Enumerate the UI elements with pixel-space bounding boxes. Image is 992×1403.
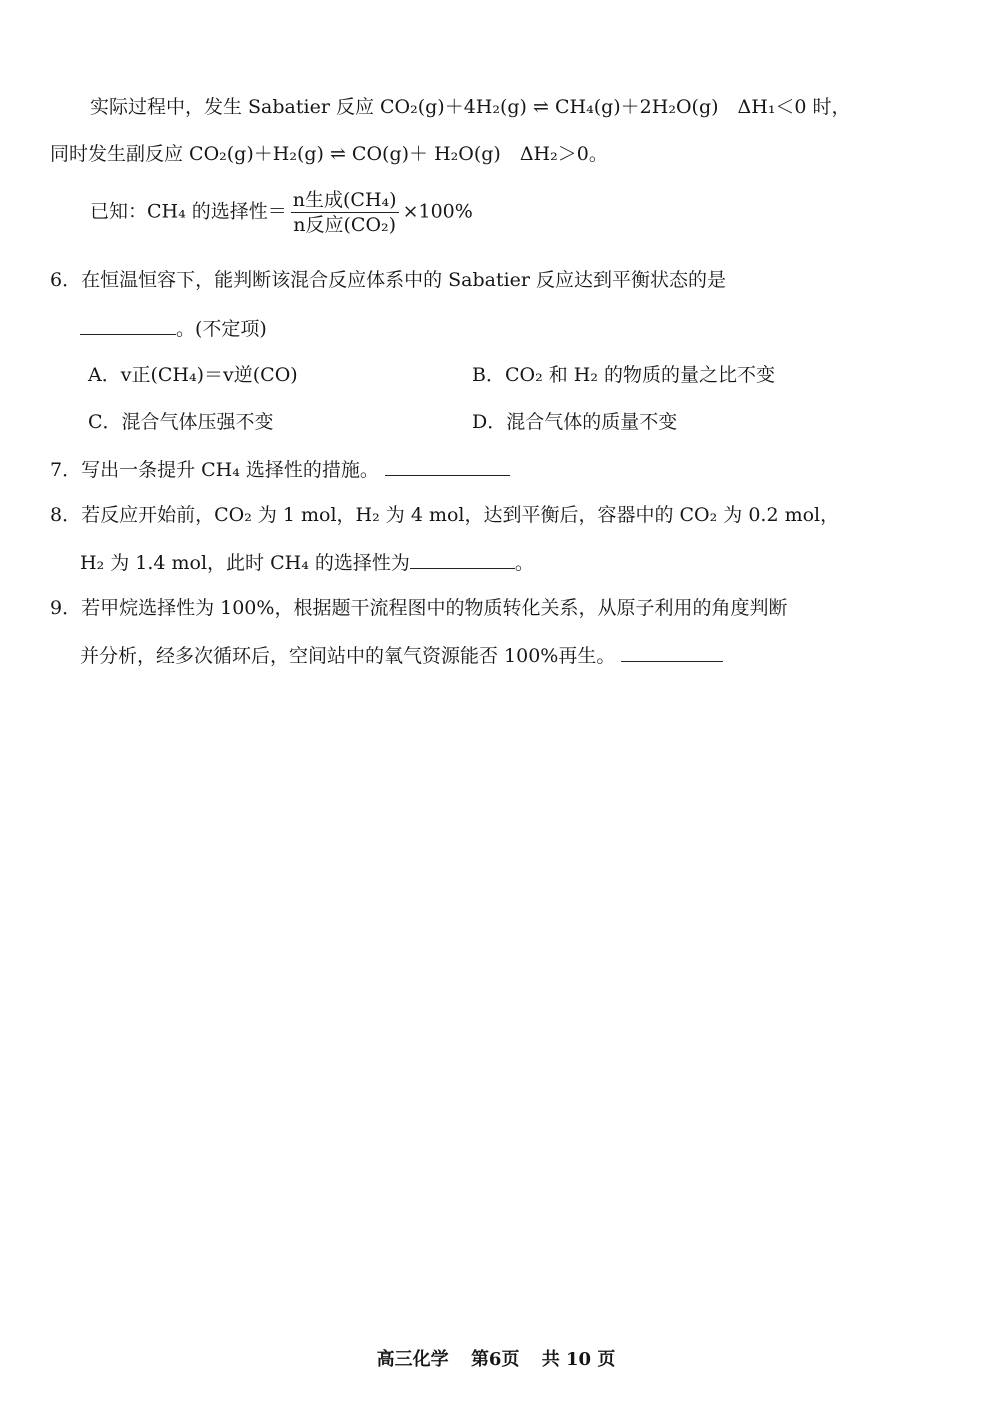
footer-total-pages: 共 10 页 xyxy=(541,1349,616,1370)
question-7-row xyxy=(50,457,510,482)
question-8-answer-blank[interactable] xyxy=(410,550,515,569)
question-6-answer-blank[interactable] xyxy=(80,316,176,335)
question-8-line1: 8．若反应开始前，CO₂ 为 1 mol，H₂ 为 4 mol，达到平衡后，容器中的 CO₂ 为 0.2 mol， xyxy=(50,504,840,526)
option-a[interactable]: A．v正(CH₄)＝v逆(CO) xyxy=(88,364,298,386)
fraction-denominator: n反应(CO₂) xyxy=(293,214,397,236)
question-9-text: 并分析，经多次循环后，空间站中的氧气资源能否 100%再生。 xyxy=(80,645,616,667)
reaction-sabatier-line: 实际过程中，发生 Sabatier 反应 CO₂(g)＋4H₂(g) ⇌ CH₄(g)＋2H₂O(g) ΔH₁＜0 时， xyxy=(90,96,851,118)
question-6-text: 6．在恒温恒容下，能判断该混合反应体系中的 Sabatier 反应达到平衡状态的是 xyxy=(50,269,727,291)
footer-page-number: 第6页 xyxy=(470,1349,520,1370)
selectivity-suffix: ×100% xyxy=(402,200,473,223)
side-reaction-line: 同时发生副反应 CO₂(g)＋H₂(g) ⇌ CO(g)＋ H₂O(g) ΔH₂＞0。 xyxy=(50,143,608,165)
question-8-suffix: 。 xyxy=(514,552,534,574)
question-8-text: H₂ 为 1.4 mol，此时 CH₄ 的选择性为 xyxy=(80,552,410,574)
page-footer xyxy=(0,1345,992,1371)
option-b[interactable]: B．CO₂ 和 H₂ 的物质的量之比不变 xyxy=(472,364,775,386)
fraction-numerator: n生成(CH₄) xyxy=(292,189,397,211)
question-7-answer-blank[interactable] xyxy=(385,457,510,476)
question-9-line1: 9．若甲烷选择性为 100%，根据题干流程图中的物质转化关系，从原子利用的角度判断 xyxy=(50,597,788,619)
selectivity-prefix: 已知：CH₄ 的选择性＝ xyxy=(90,200,287,223)
option-c[interactable]: C．混合气体压强不变 xyxy=(88,411,274,433)
question-6-note: 。(不定项) xyxy=(176,318,267,340)
option-d[interactable]: D．混合气体的质量不变 xyxy=(472,411,678,433)
question-9-line2 xyxy=(80,643,723,668)
question-8-line2 xyxy=(80,550,534,575)
selectivity-fraction xyxy=(291,188,399,237)
question-9-answer-blank[interactable] xyxy=(621,643,723,662)
selectivity-definition xyxy=(90,188,473,237)
footer-subject: 高三化学 xyxy=(376,1349,449,1370)
question-7-text: 7．写出一条提升 CH₄ 选择性的措施。 xyxy=(50,459,379,481)
question-6-answer-row xyxy=(80,316,267,341)
